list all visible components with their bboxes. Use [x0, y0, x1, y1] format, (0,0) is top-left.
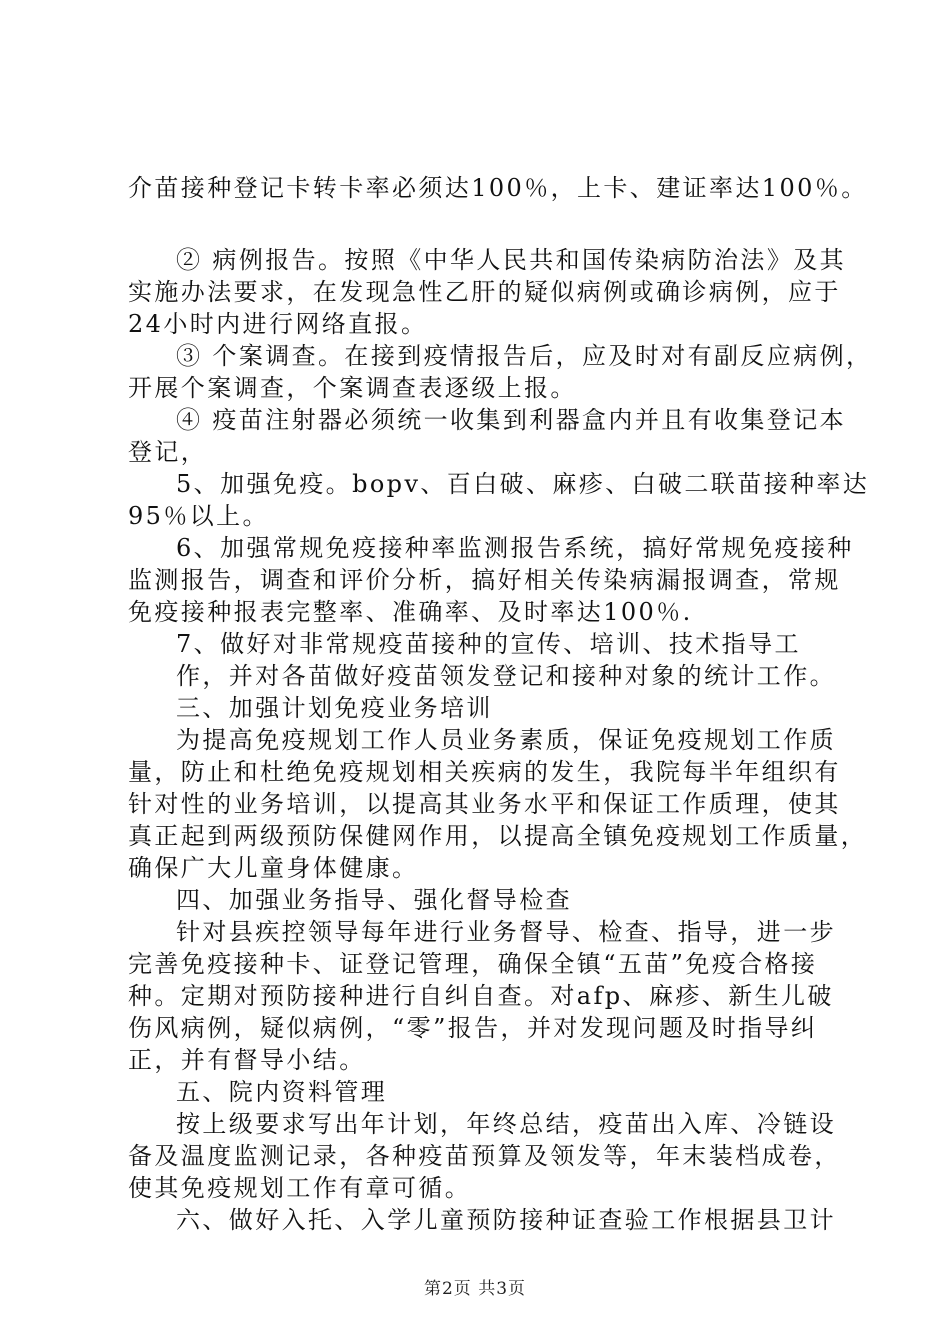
- page-number-footer: 第2页 共3页: [423, 1279, 527, 1299]
- blank-line: [128, 204, 840, 244]
- text-line: 免疫接种报表完整率、准确率、及时率达100％.: [128, 598, 693, 626]
- text-line: ② 病例报告。按照《中华人民共和国传染病防治法》及其: [176, 246, 847, 274]
- section-heading: 六、做好入托、入学儿童预防接种证查验工作根据县卫计: [176, 1206, 836, 1234]
- section-heading: 四、加强业务指导、强化督导检查: [176, 886, 572, 914]
- text-line: 按上级要求写出年计划，年终总结，疫苗出入库、冷链设: [176, 1110, 836, 1138]
- text-line: 确保广大儿童身体健康。: [128, 854, 419, 882]
- section-heading: 三、加强计划免疫业务培训: [176, 694, 493, 722]
- text-line: 伤风病例，疑似病例，“零”报告，并对发现问题及时指导纠: [128, 1014, 818, 1042]
- text-line: 种。定期对预防接种进行自纠自查。对afp、麻疹、新生儿破: [128, 982, 834, 1010]
- text-line: 24小时内进行网络直报。: [128, 310, 428, 338]
- text-line: 量，防止和杜绝免疫规划相关疾病的发生，我院每半年组织有: [128, 758, 841, 786]
- section-heading: 五、院内资料管理: [176, 1078, 388, 1106]
- text-line: 作，并对各苗做好疫苗领发登记和接种对象的统计工作。: [176, 662, 836, 690]
- text-line: 真正起到两级预防保健网作用，以提高全镇免疫规划工作质量，: [128, 822, 868, 850]
- text-line: 完善免疫接种卡、证登记管理，确保全镇“五苗”免疫合格接: [128, 950, 818, 978]
- text-line: ④ 疫苗注射器必须统一收集到利器盒内并且有收集登记本: [176, 406, 847, 434]
- text-line: 介苗接种登记卡转卡率必须达100％，上卡、建证率达100％。: [128, 174, 868, 202]
- text-line: 95％以上。: [128, 502, 269, 530]
- text-line: 针对县疾控领导每年进行业务督导、检查、指导，进一步: [176, 918, 836, 946]
- text-line: 为提高免疫规划工作人员业务素质，保证免疫规划工作质: [176, 726, 836, 754]
- text-line: 监测报告，调查和评价分析，搞好相关传染病漏报调查，常规: [128, 566, 841, 594]
- text-line: 7、做好对非常规疫苗接种的宣传、培训、技术指导工: [176, 630, 801, 658]
- text-line: 6、加强常规免疫接种率监测报告系统，搞好常规免疫接种: [176, 534, 854, 562]
- text-line: 正，并有督导小结。: [128, 1046, 366, 1074]
- text-line: 实施办法要求，在发现急性乙肝的疑似病例或确诊病例，应于: [128, 278, 841, 306]
- document-body: [128, 172, 873, 1236]
- text-line: 开展个案调查，个案调查表逐级上报。: [128, 374, 577, 402]
- text-line: 登记，: [128, 438, 208, 466]
- text-line: 备及温度监测记录，各种疫苗预算及领发等，年末装档成卷，: [128, 1142, 841, 1170]
- text-line: 针对性的业务培训，以提高其业务水平和保证工作质理，使其: [128, 790, 841, 818]
- text-line: ③ 个案调查。在接到疫情报告后，应及时对有副反应病例，: [176, 342, 873, 370]
- text-line: 使其免疫规划工作有章可循。: [128, 1174, 472, 1202]
- text-line: 5、加强免疫。bopv、百白破、麻疹、白破二联苗接种率达: [176, 470, 870, 498]
